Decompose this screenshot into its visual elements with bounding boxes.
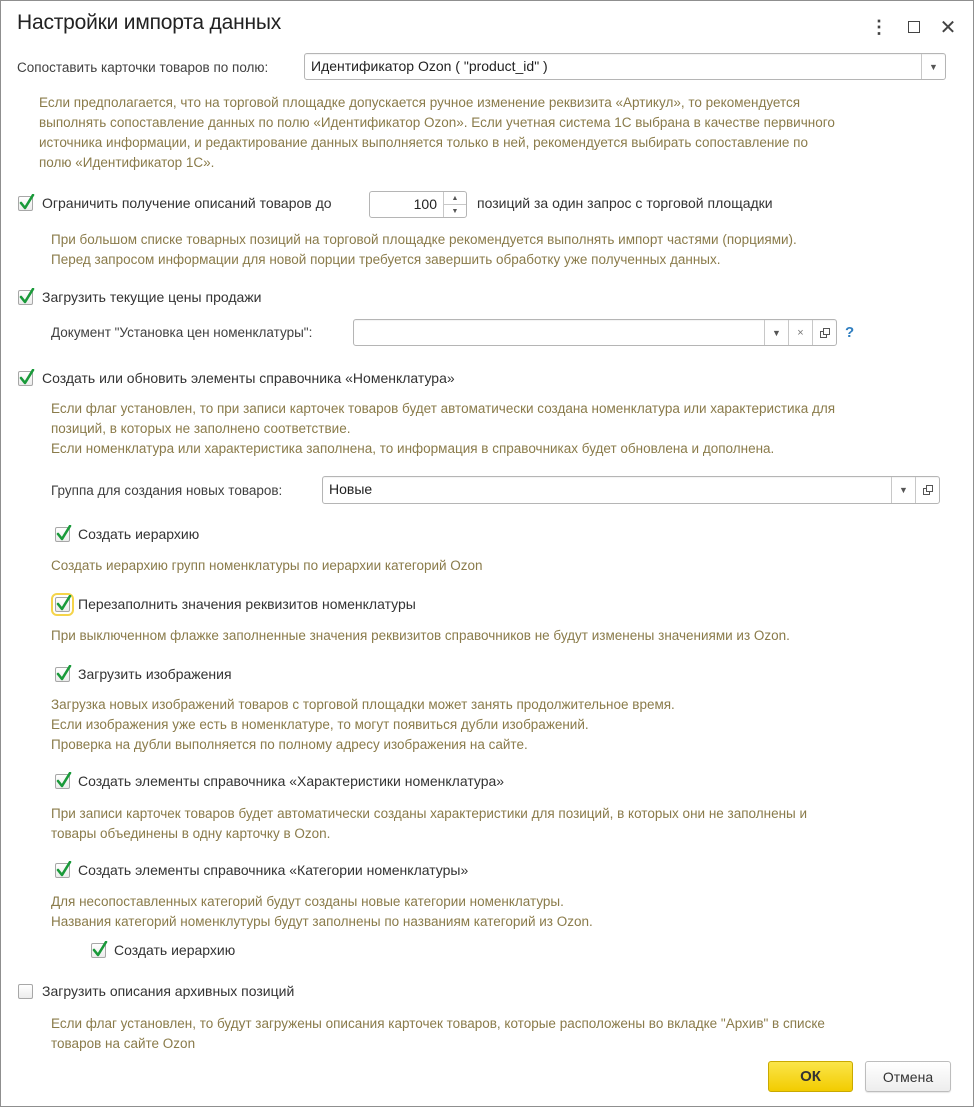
characteristics-label[interactable]: Создать элементы справочника «Характеристики номенклатура» [78, 773, 505, 789]
hierarchy-checkbox[interactable] [55, 527, 70, 542]
limit-checkbox[interactable] [18, 196, 33, 211]
checkmark-icon [56, 861, 72, 879]
prices-checkbox[interactable] [18, 290, 33, 305]
checkmark-icon [19, 369, 35, 387]
price-doc-value[interactable] [354, 320, 764, 345]
chevron-down-icon[interactable]: ▼ [921, 54, 945, 79]
match-field-label: Сопоставить карточки товаров по полю: [17, 60, 269, 75]
checkmark-icon [19, 194, 35, 212]
checkmark-icon [56, 525, 72, 543]
limit-spinner[interactable] [369, 191, 467, 218]
hierarchy-label[interactable]: Создать иерархию [78, 526, 200, 542]
spin-up-icon[interactable]: ▲ [451, 194, 459, 202]
checkmark-icon [56, 595, 72, 613]
checkmark-icon [92, 941, 108, 959]
maximize-icon [908, 21, 920, 33]
categories-hierarchy-label[interactable]: Создать иерархию [114, 942, 236, 958]
group-field[interactable] [322, 476, 940, 504]
checkmark-icon [56, 772, 72, 790]
checkmark-icon [56, 665, 72, 683]
limit-hint: При большом списке товарных позиций на торговой площадке рекомендуется выполнять импорт частями (порциями). Перед запросом информации для новой порции требуется завершить обработку уже полученных данных. [51, 232, 797, 267]
open-icon[interactable] [915, 477, 939, 503]
categories-label[interactable]: Создать элементы справочника «Категории номенклатуры» [78, 862, 469, 878]
limit-label[interactable]: Ограничить получение описаний товаров до [42, 195, 332, 211]
limit-suffix-label: позиций за один запрос с торговой площадки [477, 195, 773, 211]
group-value[interactable]: Новые [329, 481, 373, 497]
archive-label[interactable]: Загрузить описания архивных позиций [42, 983, 295, 999]
match-field-value[interactable]: Идентификатор Ozon ( "product_id" ) [311, 58, 548, 74]
categories-hint: Для несопоставленных категорий будут созданы новые категории номенклатуры. Названия категорий номенклутуры будут заполнены по названиям категорий из Ozon. [51, 894, 593, 929]
characteristics-hint: При записи карточек товаров будет автоматически созданы характеристики для позиций, в которых они не заполнены и товары объединены в одну карточку в Ozon. [51, 806, 808, 841]
help-icon[interactable]: ? [845, 324, 855, 341]
refill-hint: При выключенном флажке заполненные значения реквизитов справочников не будут изменены значениями из Ozon. [51, 628, 790, 643]
images-hint: Загрузка новых изображений товаров с торговой площадки может занять продолжительное время. Если изображения уже есть в номенклатуре, то могут появиться дубли изображений. Проверка на дубли выполняется по полному адресу изображения на сайте. [51, 697, 675, 752]
match-hint: Если предполагается, что на торговой площадке допускается ручное изменение реквизита «Артикул», то рекомендуется выполнять сопоставление данных по полю «Идентификатор Ozon». Если учетная система 1С выбрана в качестве первичного источника информации, и редактирование данных выполняется только в ней, рекомендуется выбирать сопоставление по полю «Идентификатор 1С». [39, 95, 835, 170]
nomenclature-checkbox[interactable] [18, 371, 33, 386]
chevron-down-icon[interactable]: ▼ [891, 477, 915, 503]
refill-checkbox[interactable] [55, 597, 70, 612]
clear-icon[interactable]: × [788, 320, 812, 345]
images-label[interactable]: Загрузить изображения [78, 666, 232, 682]
spin-down-icon[interactable]: ▼ [444, 204, 466, 217]
categories-hierarchy-checkbox[interactable] [91, 943, 106, 958]
checkmark-icon [19, 288, 35, 306]
archive-hint: Если флаг установлен, то будут загружены описания карточек товаров, которые расположены во вкладке "Архив" в списке товаров на сайте Ozon [51, 1016, 825, 1051]
cancel-button[interactable]: Отмена [865, 1061, 951, 1092]
open-icon[interactable] [812, 320, 836, 345]
maximize-button[interactable] [902, 15, 926, 39]
group-label: Группа для создания новых товаров: [51, 483, 283, 498]
price-doc-field[interactable] [353, 319, 837, 346]
chevron-down-icon[interactable]: ▼ [764, 320, 788, 345]
archive-checkbox[interactable] [18, 984, 33, 999]
characteristics-checkbox[interactable] [55, 774, 70, 789]
close-icon[interactable]: ✕ [939, 16, 957, 39]
refill-label[interactable]: Перезаполнить значения реквизитов номенклатуры [78, 596, 416, 612]
nomenclature-hint: Если флаг установлен, то при записи карточек товаров будет автоматически создана номенклатура или характеристика для позиций, в которых не заполнено соответствие. Если номенклатура или характеристика заполнена, то информация в справочниках будет обновлена и дополнена. [51, 401, 836, 456]
categories-checkbox[interactable] [55, 863, 70, 878]
limit-value[interactable]: 100 [413, 196, 437, 212]
nomenclature-label[interactable]: Создать или обновить элементы справочника «Номенклатура» [42, 370, 455, 386]
match-field-select[interactable] [304, 53, 946, 80]
prices-label[interactable]: Загрузить текущие цены продажи [42, 289, 262, 305]
ok-button[interactable]: ОК [768, 1061, 853, 1092]
hierarchy-hint: Создать иерархию групп номенклатуры по иерархии категорий Ozon [51, 558, 483, 573]
images-checkbox[interactable] [55, 667, 70, 682]
more-menu-icon[interactable]: ⋮ [870, 16, 888, 37]
price-doc-label: Документ "Установка цен номенклатуры": [51, 325, 313, 340]
dialog-title: Настройки импорта данных [17, 11, 282, 34]
